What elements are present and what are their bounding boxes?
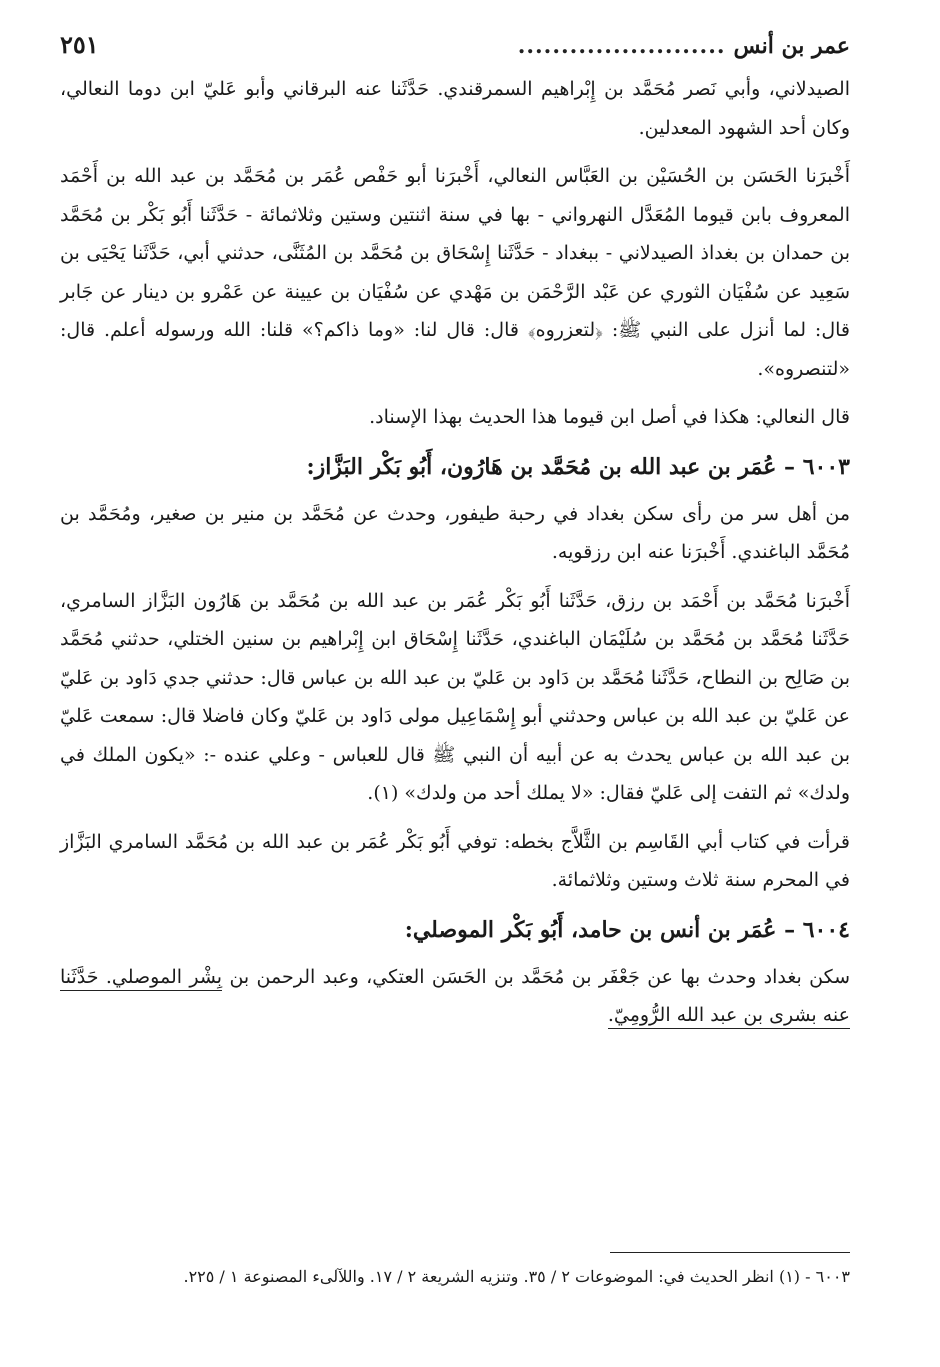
entry-6004-text: سكن بغداد وحدث بها عن جَعْفَر بن مُحَمَّد بن الحَسَن العتكي، وعبد الرحمن بن xyxy=(229,965,851,988)
entry-heading-6004: ٦٠٠٤ – عُمَر بن أنس بن حامد، أَبُو بَكْر الموصلي: xyxy=(404,916,850,943)
footnote-divider xyxy=(610,1252,850,1253)
paragraph-entry-6004-bio xyxy=(60,958,850,1035)
paragraph-hadith-lita3ziruh: أَخْبرَنا الحَسَن بن الحُسَيْن بن العَبَّاس النعالي، أَخْبرَنا أبو حَفْص عُمَر بن مُحَمَّد بن عبد الله بن أَحْمَد المعروف بابن قيوما المُعَدَّل النهرواني - بها في سنة اثنتين وستين وثلاثمائة - حَدَّثَنا أَبُو بَكْر بن مُحَمَّد بن حمدان بن بغداذ الصيدلاني - ببغداد - حَدَّثَنا إِسْحَاق بن مُحَمَّد بن المُثَنَّى، حدثني أبي، حَدَّثَنا يَحْيَى بن سَعِيد عن سُفْيَان الثوري عن عَبْد الرَّحْمَن بن مَهْدي عن سُفْيَان بن عيينة عن عَمْرو بن دينار عن جَابر قال: لما أنزل على النبي ﷺ: ﴿لتعزروه﴾ قال: قال لنا: «وما ذاكم؟» قلنا: الله ورسوله أعلم. قال: «لتنصروه». xyxy=(60,165,850,380)
footnote: ٦٠٠٣ - (١) انظر الحديث في: الموضوعات ٢ / ٣٥. وتنزيه الشريعة ٢ / ١٧. واللآلىء المصنوعة ١ / ٢٢٥. xyxy=(183,1267,850,1286)
entry-6004-underlined-text: بِشْر الموصلي. حَدَّثَنا عنه بشرى بن عبد الله الرُّومِيّ. xyxy=(60,966,850,1030)
page-header xyxy=(60,30,850,70)
running-title: عمر بن أنس xyxy=(733,33,850,59)
page-number: ٢٥١ xyxy=(60,30,99,59)
paragraph-entry-6003-hadith: أَخْبرَنا مُحَمَّد بن أَحْمَد بن رزق، حَدَّثَنا أَبُو بَكْر عُمَر بن عبد الله بن مُحَمَّد بن هَارُون البَزَّاز السامري، حَدَّثَنا مُحَمَّد بن مُحَمَّد بن سُلَيْمَان الباغندي، حَدَّثَنا إِسْحَاق ابن إِبْراهيم بن سنين الختلي، حدثني مُحَمَّد بن صَالِح بن النطاح، حَدَّثَنا مُحَمَّد بن دَاود بن عَليّ بن عبد الله بن عباس قال: حدثني جدي دَاود بن عَليّ عن عَليّ بن عبد الله بن عباس وحدثني أبو إِسْمَاعِيل مولى دَاود بن عَليّ وكان فاضلا قال: سمعت عَليّ بن عبد الله بن عباس يحدث به عن أبيه أن النبي ﷺ قال للعباس - وعلي عنده -: «يكون الملك في ولدك» ثم التفت إلى عَليّ فقال: «لا يملك أحد من ولدك» (١). xyxy=(60,589,850,804)
paragraph-nuali-note: قال النعالي: هكذا في أصل ابن قيوما هذا الحديث بهذا الإسناد. xyxy=(369,406,850,428)
paragraph-entry-6003-death: قرأت في كتاب أبي القَاسِم بن الثَّلاَّج بخطه: توفي أَبُو بَكْر عُمَر بن عبد الله بن مُحَمَّد السامري البَزَّاز في المحرم سنة ثلاث وستين وثلاثمائة. xyxy=(60,830,850,891)
book-page xyxy=(60,30,850,1350)
paragraph-continued: الصيدلاني، وأبي نَصر مُحَمَّد بن إِبْراهيم السمرقندي. حَدَّثَنا عنه البرقاني وأبو عَليّ ابن دوما النعالي، وكان أحد الشهود المعدلين. xyxy=(60,78,850,139)
paragraph-entry-6003-bio: من أهل سر من رأى سكن بغداد في رحبة طيفور، وحدث عن مُحَمَّد بن منير بن صغير، ومُحَمَّد بن مُحَمَّد الباغندي. أَخْبرَنا عنه ابن رزقويه. xyxy=(60,502,850,563)
leader-dots: ........................ xyxy=(517,33,726,59)
entry-heading-6003: ٦٠٠٣ – عُمَر بن عبد الله بن مُحَمَّد بن هَارُون، أَبُو بَكْر البَزَّاز: xyxy=(306,453,850,480)
